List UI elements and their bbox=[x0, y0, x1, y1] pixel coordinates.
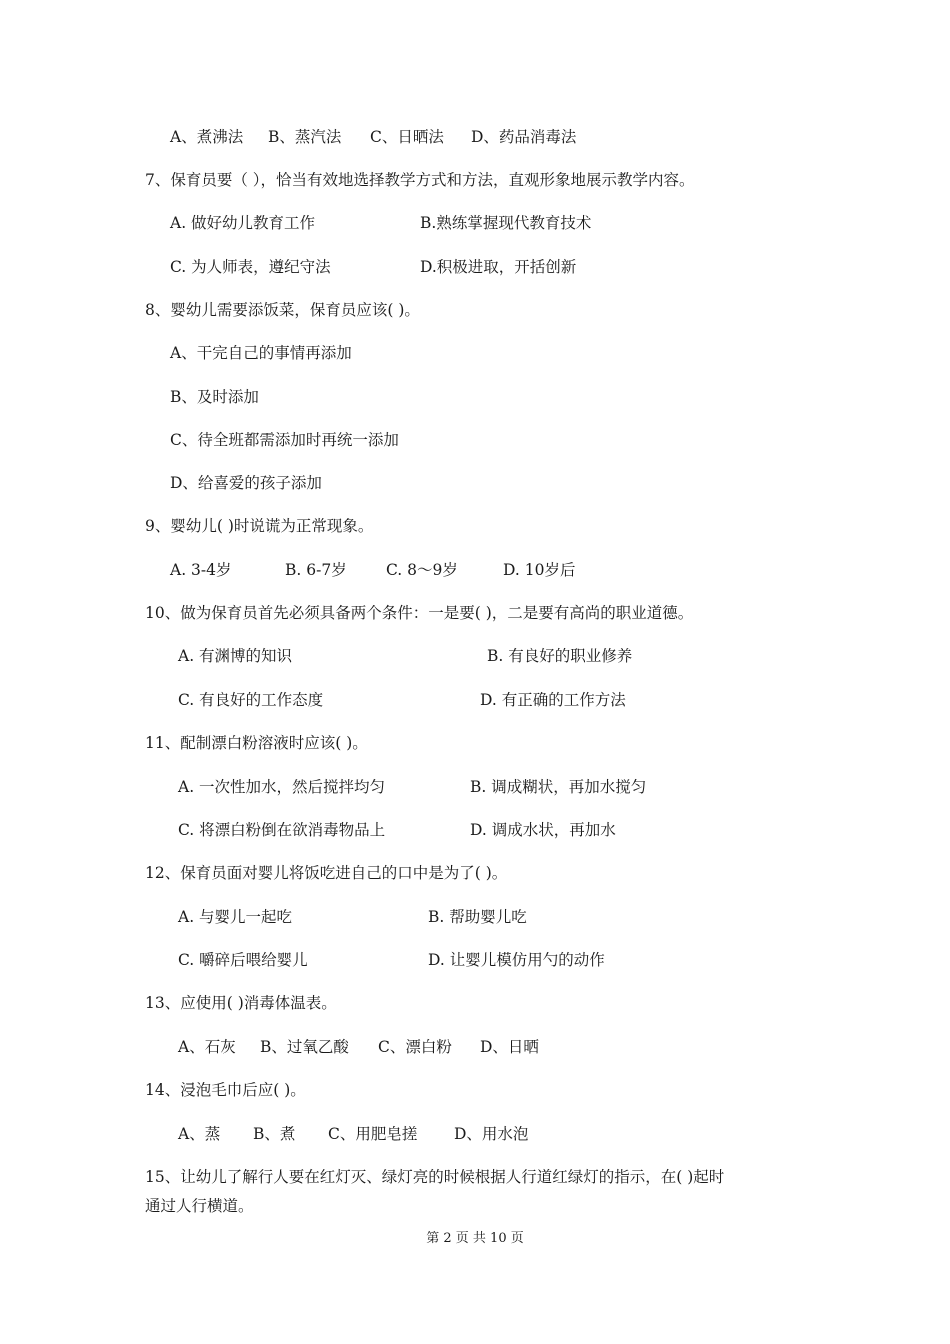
q6-option-a: A、煮沸法 bbox=[170, 128, 244, 146]
q10-stem: 10、做为保育员首先必须具备两个条件：一是要( )，二是要有高尚的职业道德。 bbox=[145, 604, 694, 622]
q7-option-c: C. 为人师表，遵纪守法 bbox=[170, 258, 331, 276]
page-footer: 第 2 页 共 10 页 bbox=[426, 1231, 524, 1246]
q6-option-d: D、药品消毒法 bbox=[471, 128, 577, 146]
q7-option-b: B.熟练掌握现代教育技术 bbox=[420, 214, 592, 232]
q14-option-b: B、煮 bbox=[253, 1125, 296, 1143]
q13-option-a: A、石灰 bbox=[178, 1038, 236, 1056]
q12-option-d: D. 让婴儿模仿用勺的动作 bbox=[428, 951, 605, 969]
q8-option-d: D、给喜爱的孩子添加 bbox=[170, 474, 322, 492]
q12-option-c: C. 嚼碎后喂给婴儿 bbox=[178, 951, 308, 969]
q9-option-a: A. 3-4岁 bbox=[170, 561, 232, 579]
q8-option-a: A、干完自己的事情再添加 bbox=[170, 344, 352, 362]
q10-option-d: D. 有正确的工作方法 bbox=[480, 691, 626, 709]
q9-option-c: C. 8～9岁 bbox=[386, 561, 458, 579]
q9-option-d: D. 10岁后 bbox=[503, 561, 576, 579]
q9-stem: 9、婴幼儿( )时说谎为正常现象。 bbox=[145, 517, 374, 535]
q7-option-a: A. 做好幼儿教育工作 bbox=[170, 214, 316, 232]
q11-option-a: A. 一次性加水，然后搅拌均匀 bbox=[178, 778, 386, 796]
q8-option-c: C、待全班都需添加时再统一添加 bbox=[170, 431, 399, 449]
q14-option-a: A、蒸 bbox=[178, 1125, 221, 1143]
q13-option-b: B、过氧乙酸 bbox=[260, 1038, 349, 1056]
q10-option-a: A. 有渊博的知识 bbox=[178, 647, 293, 665]
q11-option-d: D. 调成水状，再加水 bbox=[470, 821, 616, 839]
q6-option-c: C、日晒法 bbox=[370, 128, 444, 146]
q8-option-b: B、及时添加 bbox=[170, 388, 259, 406]
q12-stem: 12、保育员面对婴儿将饭吃进自己的口中是为了( )。 bbox=[145, 864, 508, 882]
q13-option-d: D、日晒 bbox=[480, 1038, 539, 1056]
q8-stem: 8、婴幼儿需要添饭菜，保育员应该( )。 bbox=[145, 301, 420, 319]
q13-stem: 13、应使用( )消毒体温表。 bbox=[145, 994, 337, 1012]
q15-stem-line1: 15、让幼儿了解行人要在红灯灭、绿灯亮的时候根据人行道红绿灯的指示，在( )起时 bbox=[145, 1168, 725, 1186]
q7-option-d: D.积极进取，开括创新 bbox=[420, 258, 577, 276]
q14-option-c: C、用肥皂搓 bbox=[328, 1125, 418, 1143]
q10-option-b: B. 有良好的职业修养 bbox=[487, 647, 633, 665]
q7-stem: 7、保育员要（ ），恰当有效地选择教学方式和方法，直观形象地展示教学内容。 bbox=[145, 171, 695, 189]
q12-option-a: A. 与婴儿一起吃 bbox=[178, 908, 293, 926]
q9-option-b: B. 6-7岁 bbox=[285, 561, 347, 579]
q15-stem-line2: 通过人行横道。 bbox=[145, 1197, 254, 1215]
q11-option-b: B. 调成糊状，再加水搅匀 bbox=[470, 778, 647, 796]
q6-option-b: B、蒸汽法 bbox=[268, 128, 342, 146]
q14-option-d: D、用水泡 bbox=[454, 1125, 529, 1143]
q11-option-c: C. 将漂白粉倒在欲消毒物品上 bbox=[178, 821, 386, 839]
q12-option-b: B. 帮助婴儿吃 bbox=[428, 908, 527, 926]
q13-option-c: C、漂白粉 bbox=[378, 1038, 452, 1056]
q14-stem: 14、浸泡毛巾后应( )。 bbox=[145, 1081, 306, 1099]
q10-option-c: C. 有良好的工作态度 bbox=[178, 691, 324, 709]
q11-stem: 11、配制漂白粉溶液时应该( )。 bbox=[145, 734, 368, 752]
